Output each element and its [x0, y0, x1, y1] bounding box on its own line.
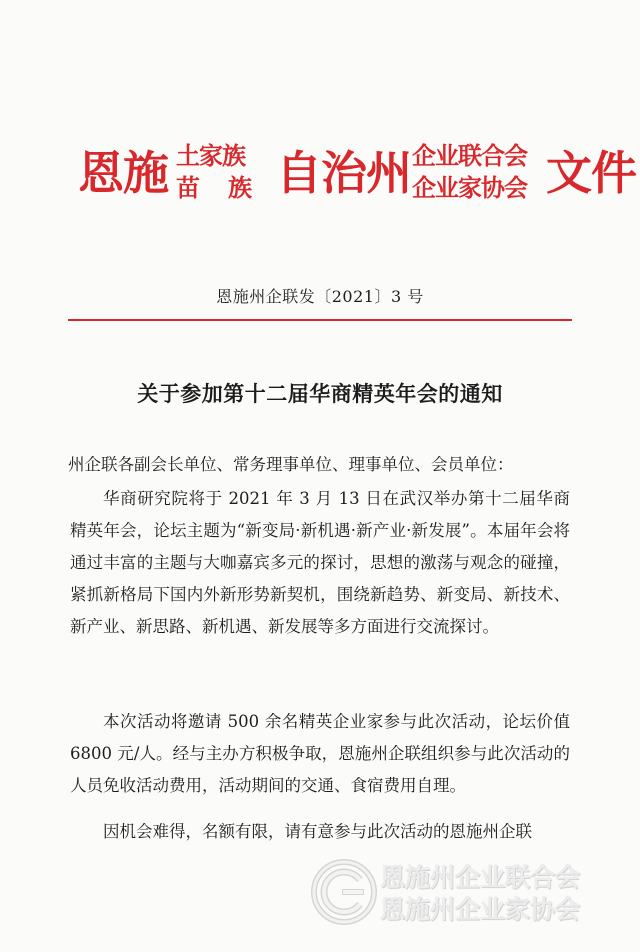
paragraph-1: 华商研究院将于 2021 年 3 月 13 日在武汉举办第十二届华商精英年会，论坛主题为“新变局·新机遇·新产业·新发展”。本届年会将通过丰富的主题与大咖嘉宾多元的探讨，思想的激荡与观念的碰撞，紧抓新格局下国内外新形势新契机，围绕新趋势、新变局、新技术、新产业、新思路、新机遇、新发展等多方面进行交流探讨。: [70, 489, 570, 636]
masthead-miao-zu: 族: [228, 173, 251, 202]
paragraph-2: 本次活动将邀请 500 余名精英企业家参与此次活动，论坛价值 6800 元/人。经与主办方积极争取，恩施州企联组织参与此次活动的人员免收活动费用，活动期间的交通、食宿费用自理。: [70, 712, 570, 795]
document-number: 恩施州企联发〔2021〕3 号: [216, 287, 424, 306]
masthead-miao: 苗: [176, 173, 199, 202]
masthead-wenjian: 文件: [546, 146, 636, 200]
red-masthead: [78, 134, 636, 216]
paragraph-3: 因机会难得，名额有限，请有意参与此次活动的恩施州企联: [103, 822, 532, 841]
masthead-org-line1: 企业联合会: [412, 141, 527, 170]
organization-watermark: [308, 852, 640, 952]
masthead-org-line2: 企业家协会: [412, 173, 527, 202]
masthead-zizhizhou: 自治州: [276, 146, 411, 200]
watermark-line1: 恩施州企业联合会: [380, 863, 581, 892]
red-divider: [68, 319, 572, 321]
salutation: 州企联各副会长单位、常务理事单位、理事单位、会员单位：: [68, 455, 514, 474]
watermark-line2: 恩施州企业家协会: [380, 895, 581, 924]
document-title: 关于参加第十二届华商精英年会的通知: [137, 381, 503, 406]
masthead-tujia: 土家族: [176, 141, 245, 170]
masthead-enshi: 恩施: [78, 146, 168, 200]
organization-logo-icon: [308, 856, 380, 928]
